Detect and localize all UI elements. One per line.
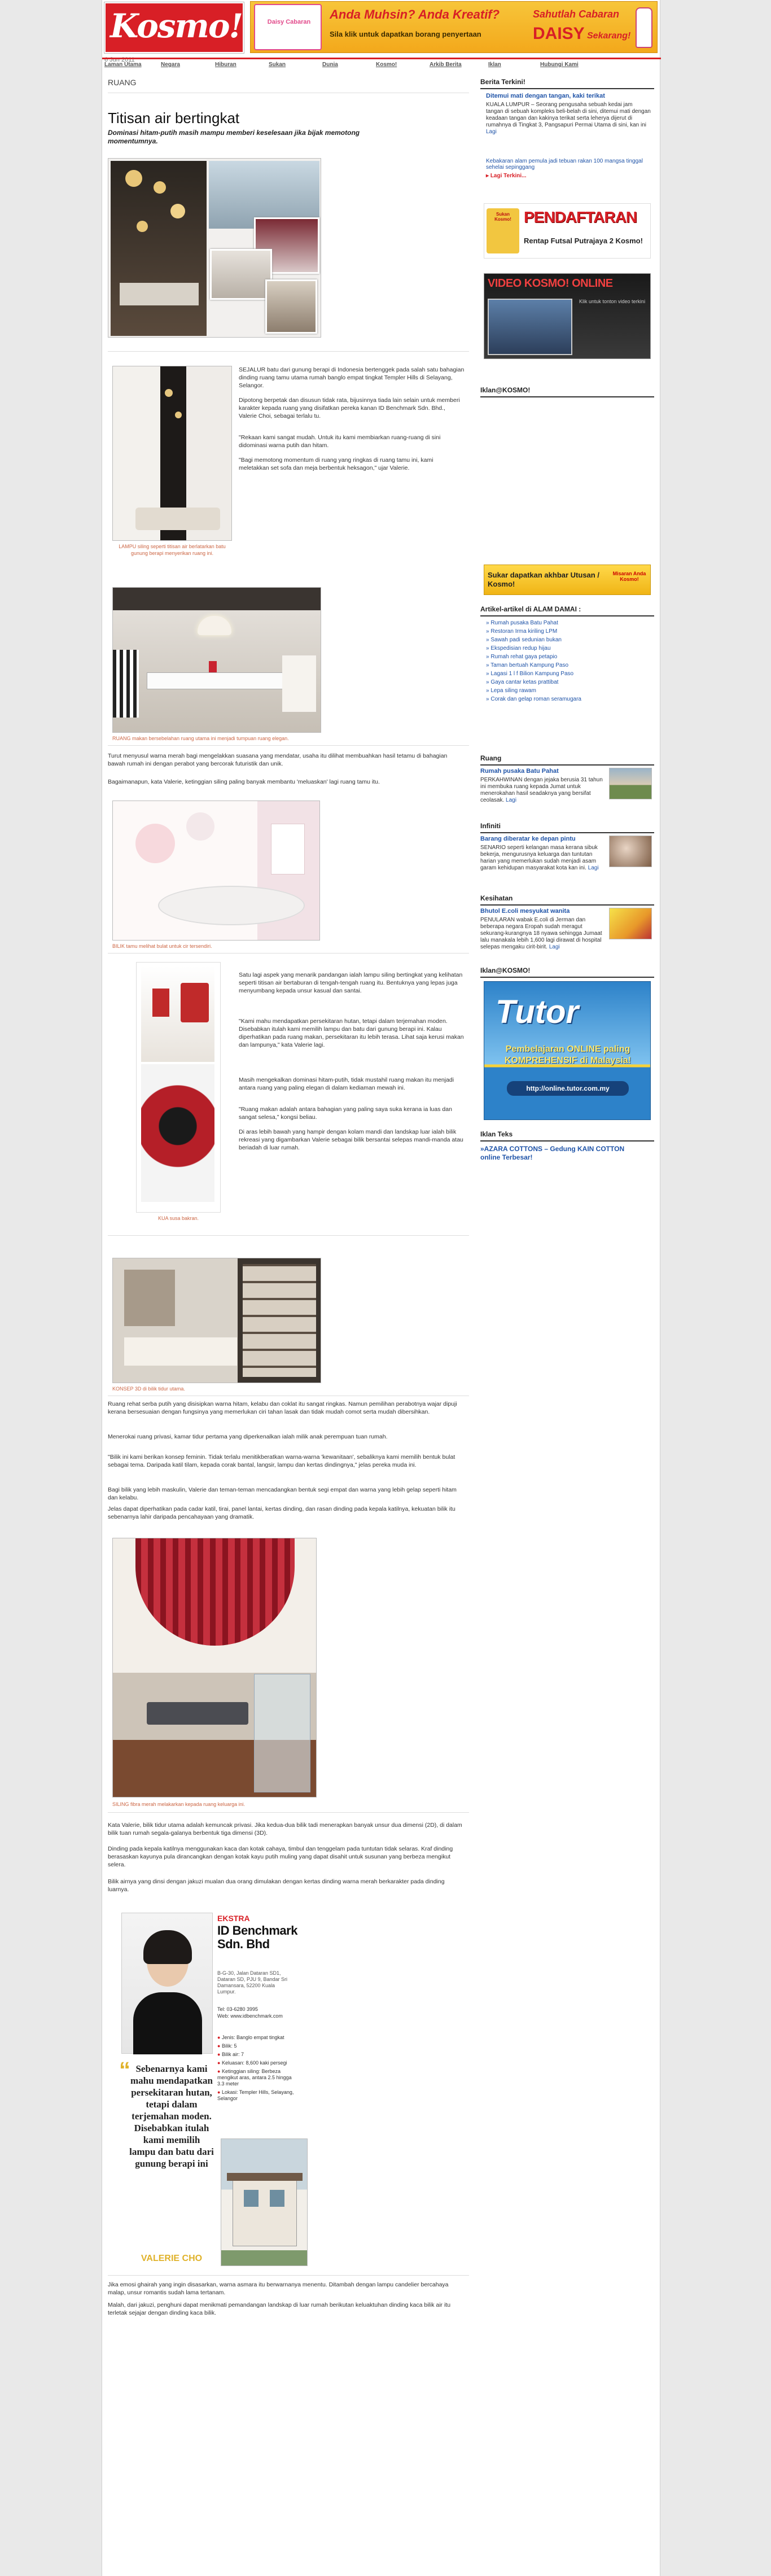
infiniti-summary bbox=[480, 845, 604, 872]
artikel-link[interactable]: » Corak dan gelap roman seramugara bbox=[486, 696, 581, 702]
ekstra-web: Web: www.idbenchmark.com bbox=[217, 2013, 283, 2019]
kesihatan-summary-text: PENULARAN wabak E.coli di Jerman dan beberapa negara Eropah sudah meragut sekurang-kurangnya 18 nyawa sehingga Jumaat lalu manakala lebih 1,600 lagi dirawat di hospital selepas mengaku cirit-birit. bbox=[480, 917, 602, 950]
paragraph: Di aras lebih bawah yang hampir dengan kolam mandi dan landskap luar ialah bilik rekreasi yang digambarkan Valerie sebagai bilik bersantai selepas mandi-manda atau beriadah di luar rumah. bbox=[239, 1129, 463, 1151]
artikel-link[interactable]: » Sawah padi sedunian bukan bbox=[486, 637, 562, 643]
kesihatan-thumbnail[interactable] bbox=[609, 908, 652, 939]
nav-hubungi-kami[interactable]: Hubungi Kami bbox=[540, 62, 579, 68]
ad1-main: PENDAFTARAN bbox=[524, 208, 637, 226]
artikel-link-text: Restoran Irma kiriling LPM bbox=[490, 628, 558, 635]
ekstra-facts bbox=[217, 2035, 296, 2104]
artikel-link-text: Corak dan gelap roman seramugara bbox=[490, 696, 581, 702]
ekstra-tel: Tel: 03-6280 3995 bbox=[217, 2006, 259, 2012]
article-title: Titisan air bertingkat bbox=[108, 110, 240, 126]
artikel-link-text: Rumah pusaka Batu Pahat bbox=[490, 620, 558, 626]
artikel-link[interactable]: » Restoran Irma kiriling LPM bbox=[486, 628, 558, 635]
nav-iklan[interactable]: Iklan bbox=[488, 62, 501, 68]
artikel-link[interactable]: » Rumah rehat gaya petapio bbox=[486, 654, 558, 660]
iklan-heading: Iklan@KOSMO! bbox=[480, 386, 531, 394]
divider bbox=[480, 1140, 654, 1142]
fact-item: ● Bilik: 5 bbox=[217, 2043, 237, 2049]
photo-master-bedroom[interactable] bbox=[112, 1258, 321, 1383]
nav-kosmo[interactable]: Kosmo! bbox=[376, 62, 397, 68]
paragraph: Bilik airnya yang dinsi dengan jakuzi mualan dua orang dimulakan dengan kertas dinding warna merah berkarakter pada dinding luarnya. bbox=[108, 1878, 445, 1893]
kesihatan-summary bbox=[480, 917, 604, 951]
paragraph: Kata Valerie, bilik tidur utama adalah kemuncak privasi. Jika kedua-dua bilik tadi menerapkan banyak unsur dua dimensi (2D), di dalam bilik tuan rumah segala-galanya berbentuk tiga dimensi (3D). bbox=[108, 1822, 462, 1836]
kesihatan-heading: Kesihatan bbox=[480, 894, 513, 902]
lagi-terkini-text: Lagi Terkini... bbox=[490, 173, 527, 179]
nav-arkib-berita[interactable]: Arkib Berita bbox=[430, 62, 462, 68]
infiniti-summary-text: SENARIO seperti kelangan masa kerana sibuk bekerja, mengurusnya keluarga dan tuntutan harian yang memerlukan sudah menjadi asam garam kehidupan masyarakat kota kan ini. bbox=[480, 845, 598, 871]
tutor-url-button[interactable]: http://online.tutor.com.my bbox=[507, 1081, 629, 1096]
divider bbox=[108, 2275, 469, 2276]
artikel-link[interactable]: » Gaya cantar ketas prattibat bbox=[486, 679, 559, 685]
ekstra-tag: EKSTRA bbox=[217, 1914, 250, 1923]
artikel-link[interactable]: » Lagasi 1 l f Bilion Kampung Paso bbox=[486, 671, 574, 677]
photo-family-room[interactable] bbox=[112, 1538, 317, 1797]
ruang-summary-text: PERKAHWINAN dengan jejaka berusia 31 tahun ini membuka ruang kepada Jumat untuk menerokahan hasil seadaknya yang bersifat ceolasak. bbox=[480, 777, 603, 803]
paragraph: Turut menyusul warna merah bagi mengelakkan suasana yang mendatar, usaha itu dilihat membuahkan hasil tetamu di bahagian bawah rumah ini dengan perabot yang bercorak futuristik dan unik. bbox=[108, 753, 448, 767]
iklan-teks-link[interactable]: »AZARA COTTONS – Gedung KAIN COTTON online Terbesar! bbox=[480, 1145, 625, 1161]
paragraph: "Ruang makan adalah antara bahagian yang paling saya suka kerana ia luas dan sangat selesa," kongsi beliau. bbox=[239, 1106, 452, 1121]
fact-text: Bilik: 5 bbox=[221, 2043, 237, 2049]
fact-item: ● Jenis: Banglo empat tingkat bbox=[217, 2035, 284, 2040]
divider bbox=[480, 88, 654, 89]
paragraph: Jelas dapat diperhatikan pada cadar katil, tirai, panel lantai, kertas dinding, dan rasan dinding pada kepala katilnya, kekuatan bilik itu sebenarnya lahir daripada pencahayaan yang dramatik. bbox=[108, 1506, 455, 1520]
berita-headline-link[interactable]: Ditemui mati dengan tangan, kaki terikat bbox=[486, 93, 605, 99]
ruang-more-link[interactable]: Lagi bbox=[506, 797, 516, 803]
berita-second-link[interactable]: Kebakaran alam pemula jadi tebuan rakan 100 mangsa tinggal sehelai sepinggang bbox=[486, 158, 643, 170]
divider bbox=[480, 904, 654, 906]
photo-caption: RUANG makan bersebelahan ruang utama ini menjadi tumpuan ruang elegan. bbox=[112, 736, 289, 741]
article-lead: Dominasi hitam-putih masih mampu memberi keselesaan jika bijak memotong momentumnya. bbox=[108, 129, 360, 145]
banner-bottle-image bbox=[636, 7, 652, 48]
divider bbox=[108, 1235, 469, 1236]
fact-text: Jenis: Banglo empat tingkat bbox=[221, 2035, 284, 2040]
photo-stone-wall[interactable] bbox=[112, 366, 232, 541]
divider bbox=[108, 351, 469, 352]
akhbar-ad[interactable] bbox=[484, 565, 651, 595]
artikel-link[interactable]: » Ekspedisian redup hijau bbox=[486, 645, 551, 651]
banner-cta-line3: Sekarang! bbox=[587, 31, 631, 41]
ekstra-address: B-G-30, Jalan Dataran SD1, Dataran SD, PJU 9, Bandar Sri Damansara, 52200 Kuala Lumpur. bbox=[217, 1970, 288, 1995]
artikel-link-text: Ekspedisian redup hijau bbox=[490, 645, 551, 651]
futsal-registration-ad[interactable] bbox=[484, 203, 651, 259]
paragraph: "Rekaan kami sangat mudah. Untuk itu kami membiarkan ruang-ruang di sini didominasi warna putih dan hitam. bbox=[239, 434, 441, 449]
kesihatan-more-link[interactable]: Lagi bbox=[549, 944, 560, 950]
ad2-sub: Klik untuk tonton video terkini bbox=[579, 299, 646, 304]
banner-headline: Anda Muhsin? Anda Kreatif? bbox=[330, 7, 500, 21]
designer-portrait bbox=[121, 1913, 213, 2054]
fact-text: Keluasan: 8,600 kaki persegi bbox=[221, 2060, 287, 2066]
photo-house-exterior[interactable] bbox=[221, 2138, 308, 2266]
ruang-heading: Ruang bbox=[480, 754, 502, 762]
ruang-summary bbox=[480, 777, 604, 804]
fact-item: ● Lokasi: Templer Hills, Selayang, Selangor bbox=[217, 2089, 294, 2101]
logo-text: Kosmo! bbox=[110, 7, 242, 45]
paragraph: "Bilik ini kami berikan konsep feminin. Tidak terlalu menitikberatkan warna-warna 'kewanitaan', sebaliknya kami memilih bentuk bulat sebagai tema. Daripada katil tilam, kepada corak bantal, langsir, lampu dan kertas dindingnya," jelas pereka muda ini. bbox=[108, 1454, 455, 1468]
paragraph: Menerokai ruang privasi, kamar tidur pertama yang diperkenalkan ialah milik anak perempuan tuan rumah. bbox=[108, 1433, 388, 1440]
artikel-link[interactable]: » Rumah pusaka Batu Pahat bbox=[486, 620, 558, 626]
photo-caption: KUA susa bakran. bbox=[157, 1215, 199, 1221]
tutor-logo: Tutor bbox=[496, 994, 579, 1030]
paragraph: SEJALUR batu dari gunung berapi di Indonesia bertenggek pada salah satu bahagian dinding ruang tamu utama rumah banglo empat tingkat Templer Hills di Selayang, Selangor. bbox=[239, 366, 465, 389]
ad1-sub: Rentap Futsal Putrajaya 2 Kosmo! bbox=[524, 237, 643, 245]
section-label: RUANG bbox=[108, 78, 137, 87]
issue-date: 6 Jun 2011 bbox=[104, 56, 135, 63]
fact-item: ● Ketinggian siling: Berbeza mengikut aras, antara 2.5 hingga 3.3 meter bbox=[217, 2068, 292, 2087]
paragraph: "Kami mahu mendapatkan persekitaran hutan, tetapi dalam terjemahan moden. Disebabkan itulah kami memilih lampu dan batu dari gunung berapi ini. Kalau diperhatikan pada ruang makan, persekitaran itu lebih terasa. Lihat saja kerusi makan dan lampunya," kata Valerie lagi. bbox=[239, 1018, 464, 1048]
hero-photo-collage[interactable] bbox=[108, 158, 321, 338]
paragraph: Masih mengekalkan dominasi hitam-putih, tidak mustahil ruang makan itu menjadi antara ruang yang paling elegan di dalam kediaman mewah ini. bbox=[239, 1077, 454, 1091]
photo-dining-room[interactable] bbox=[112, 587, 321, 733]
banner-bag-text: Daisy Cabaran bbox=[267, 19, 311, 25]
tutor-sub: Pembelajaran ONLINE paling KOMPREHENSIF di Malaysia! bbox=[504, 1044, 632, 1065]
fact-text: Bilik air: 7 bbox=[221, 2052, 244, 2057]
divider bbox=[480, 832, 654, 833]
paragraph: Malah, dari jakuzi, penghuni dapat menikmati pemandangan landskap di luar rumah berikutan keluaktuhan dinding kaca bilik air itu terletak sejajar dengan dinding kaca bilik. bbox=[108, 2302, 451, 2316]
artikel-link-text: Rumah rehat gaya petapio bbox=[490, 654, 558, 660]
header bbox=[102, 0, 661, 63]
berita-summary-text: KUALA LUMPUR – Seorang pengusaha sebuah kedai jam tangan di sebuah kompleks beli-belah di sini, ditemui mati dengan keadaan tangan dan kakinya terikat serta leherya dijerut di rumahnya di Tingkat 3, Pangsapuri Permai Utama di sini, kan ini bbox=[486, 102, 651, 128]
divider bbox=[108, 1812, 469, 1813]
banner-cta bbox=[533, 5, 629, 50]
infiniti-headline-link[interactable]: Barang diberatar ke depan pintu bbox=[480, 836, 576, 842]
fact-text: Lokasi: Templer Hills, Selayang, Selangor bbox=[217, 2089, 294, 2101]
divider bbox=[108, 745, 469, 746]
infiniti-more-link[interactable]: Lagi bbox=[588, 865, 599, 871]
banner-subtext: Sila klik untuk dapatkan borang penyertaan bbox=[330, 30, 481, 38]
photo-guest-bedroom[interactable] bbox=[112, 801, 320, 941]
artikel-link[interactable]: » Taman bertuah Kampung Paso bbox=[486, 662, 569, 668]
ruang-thumbnail[interactable] bbox=[609, 768, 652, 799]
paragraph: "Bagi memotong momentum di ruang yang ringkas di ruang tamu ini, kami meletakkan set sofa dan meja berbentuk heksagon," ujar Valerie. bbox=[239, 457, 433, 471]
paragraph: Dinding pada kepala katilnya menggunakan kaca dan kotak cahaya, timbul dan tenggelam pada tuntutan tidak selaras. Kraf dinding berasaskan kayunya pula dirancangkan dengan kotak kayu putih muling yang dapat disahit untuk susunan yang berbeza mengikut selera. bbox=[108, 1845, 453, 1868]
main-nav bbox=[102, 58, 661, 72]
artikel-link-text: Lepa siling rawam bbox=[490, 688, 536, 694]
ruang-headline-link[interactable]: Rumah pusaka Batu Pahat bbox=[480, 768, 559, 775]
photo-caption: BILIK tamu melihat bulat untuk cir tersendiri. bbox=[112, 943, 212, 949]
paragraph: Dipotong berpetak dan disusun tidak rata, bijusinnya tiada lain selain untuk memberi karakter kepada ruang yang disifatkan pereka kanan ID Benchmark Sdn. Bhd., Valerie Choi, sebagai terlalu tu. bbox=[239, 397, 460, 419]
artikel-list bbox=[486, 619, 651, 703]
daisy-banner-ad[interactable] bbox=[250, 1, 658, 53]
infiniti-thumbnail[interactable] bbox=[609, 836, 652, 867]
ad3-right: Misaran Anda Kosmo! bbox=[612, 571, 646, 582]
artikel-link-text: Sawah padi sedunian bukan bbox=[490, 637, 562, 643]
paragraph: Jika emosi ghairah yang ingin disasarkan, warna asmara itu berwarnanya menentu. Ditambah dengan lampu candelier bercahaya malap, unsur romantis sudah lama tertanam. bbox=[108, 2281, 449, 2296]
ekstra-infobox bbox=[112, 1908, 321, 2269]
iklan-kosmo-heading: Iklan@KOSMO! bbox=[480, 966, 531, 974]
banner-cta-line1: Sahutlah Cabaran bbox=[533, 8, 620, 20]
artikel-heading: Artikel-artikel di ALAM DAMAI : bbox=[480, 605, 581, 613]
lagi-terkini-link[interactable]: ▸ Lagi Terkini... bbox=[486, 173, 527, 179]
photo-caption: SILING fibra merah melakarkan kepada ruang keluarga ini. bbox=[112, 1801, 246, 1807]
kosmo-logo[interactable] bbox=[104, 2, 244, 53]
nav-dunia[interactable]: Dunia bbox=[322, 62, 338, 68]
photo-red-chair-set[interactable] bbox=[136, 962, 221, 1213]
page bbox=[102, 0, 660, 2576]
ekstra-company: ID Benchmark Sdn. Bhd bbox=[217, 1923, 297, 1951]
nav-sukan[interactable]: Sukan bbox=[269, 62, 286, 68]
fact-text: Ketinggian siling: Berbeza mengikut aras, antara 2.5 hingga 3.3 meter bbox=[217, 2068, 292, 2087]
berita-terkini-heading: Berita Terkini! bbox=[480, 78, 525, 86]
iklan-teks-heading: Iklan Teks bbox=[480, 1130, 513, 1138]
pull-quote-author: VALERIE CHO bbox=[141, 2254, 203, 2263]
divider bbox=[480, 615, 654, 616]
paragraph: Bagi bilik yang lebih maskulin, Valerie dan teman-teman mencadangkan bentuk segi empat dan warna yang lebih gelap seperti hitam dan kelabu. bbox=[108, 1486, 457, 1501]
divider bbox=[480, 396, 654, 397]
quote-mark-icon: “ bbox=[119, 2058, 130, 2083]
photo-caption: LAMPU siling seperti titisan air berlatarkan batu gunung berapi menyerikan ruang ini. bbox=[119, 544, 226, 556]
ad1-top: Sukan Kosmo! bbox=[494, 212, 511, 222]
banner-product-image bbox=[254, 4, 322, 50]
artikel-link-text: Taman bertuah Kampung Paso bbox=[490, 662, 569, 668]
berita-more-link[interactable]: Lagi bbox=[486, 129, 497, 135]
photo-caption: KONSEP 3D di bilik tidur utama. bbox=[112, 1386, 185, 1392]
video-kosmo-ad[interactable] bbox=[484, 273, 651, 359]
pull-quote: Sebenarnya kami mahu mendapatkan persekitaran hutan, tetapi dalam terjemahan moden. Disebabkan itulah kami memilih lampu dan batu dari gunung berapi ini bbox=[129, 2063, 214, 2169]
nav-hiburan[interactable]: Hiburan bbox=[215, 62, 236, 68]
ad2-main: VIDEO KOSMO! ONLINE bbox=[488, 277, 613, 290]
banner-cta-brand: DAISY bbox=[533, 24, 585, 43]
divider bbox=[108, 953, 469, 954]
paragraph: Bagaimanapun, kata Valerie, ketinggian siling paling banyak membantu 'meluaskan' lagi ruang tamu itu. bbox=[108, 779, 380, 785]
paragraph: Ruang rehat serba putih yang disisipkan warna hitam, kelabu dan coklat itu sangat ringkas. Namun pemilihan perabotnya wajar dipuji kerana bersesuaian dengan fungsinya yang memerlukan ciri tahan lasak dan tidak mudah comot serta mudah dibersihkan. bbox=[108, 1401, 457, 1415]
tutor-ad[interactable] bbox=[484, 981, 651, 1120]
paragraph: Satu lagi aspek yang menarik pandangan ialah lampu siling bertingkat yang kelihatan seperti titisan air bertaburan di tengah-tengah ruang itu. Bentuknya yang lepas juga menyumbang kepada unsur kasual dan santai. bbox=[239, 972, 463, 994]
fact-item: ● Bilik air: 7 bbox=[217, 2052, 244, 2057]
artikel-link-text: Lagasi 1 l f Bilion Kampung Paso bbox=[490, 671, 574, 677]
nav-negara[interactable]: Negara bbox=[161, 62, 180, 68]
artikel-link[interactable]: » Lepa siling rawam bbox=[486, 688, 536, 694]
kesihatan-headline-link[interactable]: Bhutol E.coli mesyukat wanita bbox=[480, 908, 570, 915]
berita-summary bbox=[486, 102, 651, 135]
infiniti-heading: Infiniti bbox=[480, 822, 501, 830]
artikel-link-text: Gaya cantar ketas prattibat bbox=[490, 679, 559, 685]
ad3-text: Sukar dapatkan akhbar Utusan / Kosmo! bbox=[488, 571, 599, 588]
divider bbox=[480, 977, 654, 978]
fact-item: ● Keluasan: 8,600 kaki persegi bbox=[217, 2060, 287, 2066]
divider bbox=[480, 764, 654, 766]
nav-laman-utama[interactable]: Laman Utama bbox=[104, 62, 142, 68]
